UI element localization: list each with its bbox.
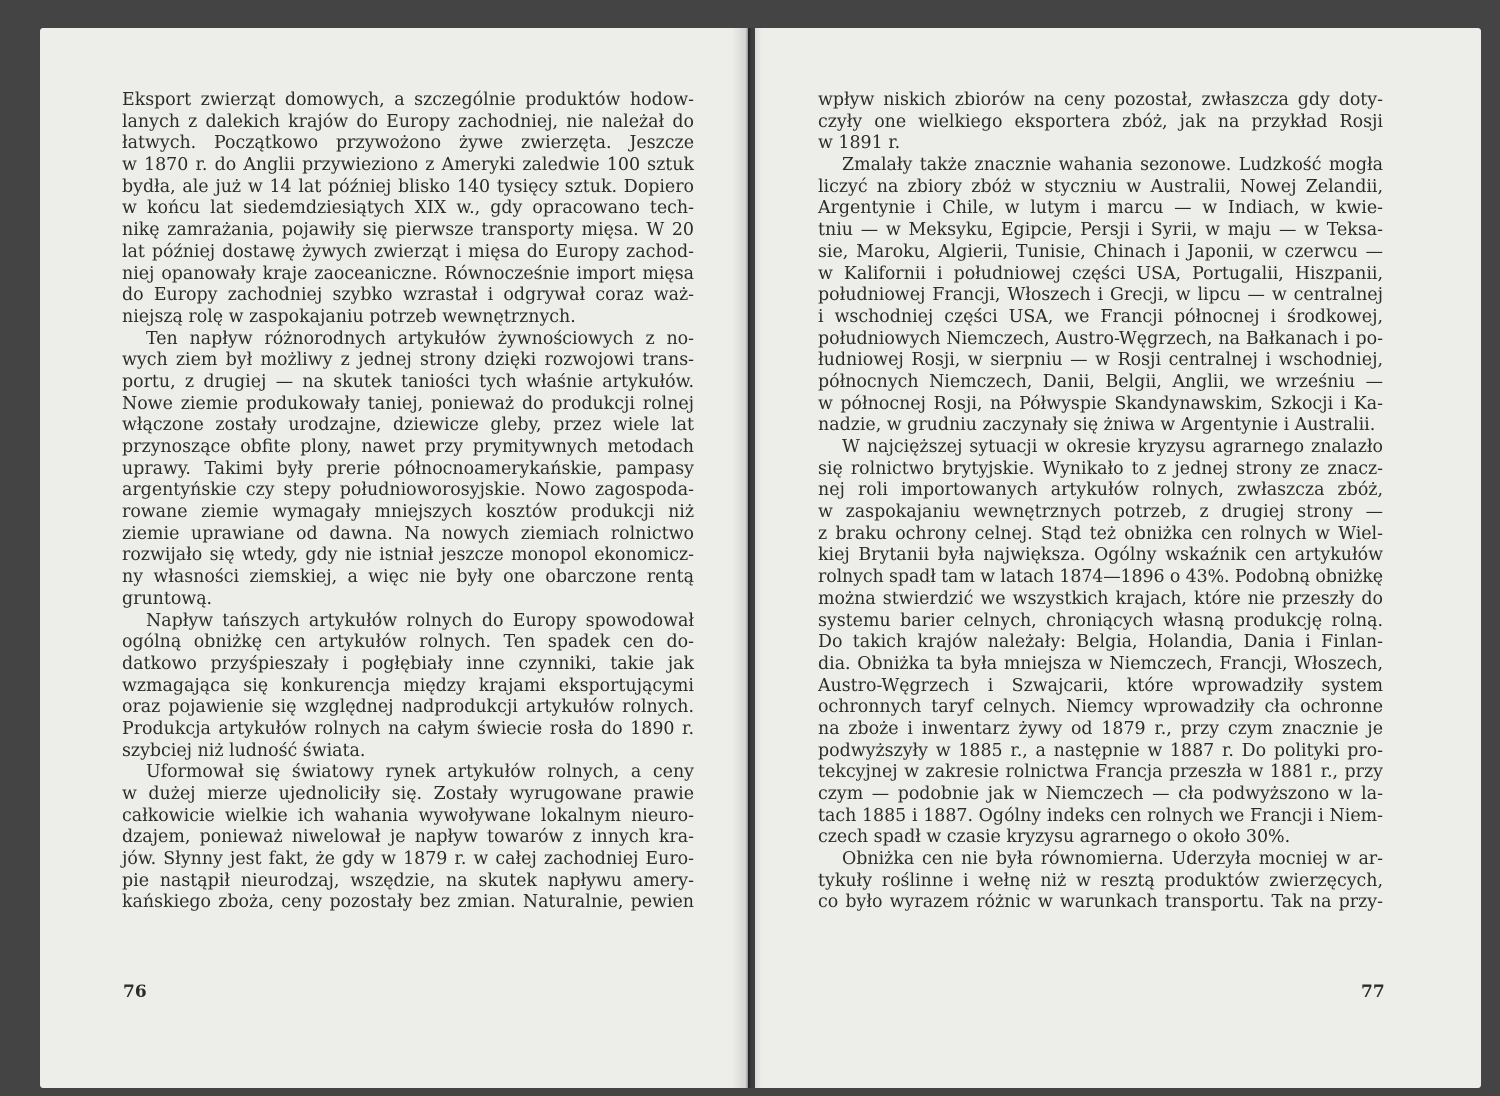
text-line: można stwierdzić we wszystkich krajach, które nie przeszły do xyxy=(818,588,1383,609)
text-line: ny własności ziemskiej, a więc nie były one obarczone rentą xyxy=(122,567,694,588)
text-line: z braku ochrony celnej. Stąd też obniżka cen rolnych w Wiel- xyxy=(818,523,1383,544)
text-line: bydła, ale już w 14 lat później blisko 140 tysięcy sztuk. Dopiero xyxy=(122,176,694,197)
text-line: tykuły roślinne i wełnę niż w resztą produktów zwierzęcych, xyxy=(818,870,1383,891)
text-line: do Europy zachodniej szybko wzrastał i odgrywał coraz waż- xyxy=(122,285,694,306)
text-line: ochronnych taryf celnych. Niemcy wprowadziły cła ochronne xyxy=(818,697,1383,718)
text-line: wych ziem był możliwy z jednej strony dzięki rozwojowi trans- xyxy=(122,350,694,371)
text-line: lat później dostawę żywych zwierząt i mięsa do Europy zachod- xyxy=(122,241,694,262)
text-line: w północnej Rosji, na Półwyspie Skandynawskim, Szkocji i Ka- xyxy=(818,393,1383,414)
text-line: rozwijało się wtedy, gdy nie istniał jeszcze monopol ekonomicz- xyxy=(122,545,694,566)
text-line: południowych Niemczech, Austro-Węgrzech, na Bałkanach i po- xyxy=(818,328,1383,349)
text-line: czyły one wielkiego eksportera zbóż, jak na przykład Rosji xyxy=(818,111,1383,132)
text-line: Obniżka cen nie była równomierna. Uderzyła mocniej w ar- xyxy=(842,849,1383,870)
text-line: w Kalifornii i południowej części USA, Portugalii, Hiszpanii, xyxy=(818,263,1383,284)
text-line: portu, z drugiej — na skutek taniości tych właśnie artykułów. xyxy=(122,371,694,392)
page-number-left: 76 xyxy=(123,982,147,1002)
text-line: co było wyrazem różnic w warunkach transportu. Tak na przy- xyxy=(818,892,1383,913)
text-line: sie, Maroku, Algierii, Tunisie, Chinach i Japonii, w czerwcu — xyxy=(818,241,1383,262)
text-line: przynoszące obfite plony, nawet przy prymitywnych metodach xyxy=(122,437,694,457)
text-line: Ten napływ różnorodnych artykułów żywnościowych z no- xyxy=(146,328,694,349)
text-line: argentyńskie czy stepy południoworosyjskie. Nowo zagospoda- xyxy=(122,480,694,501)
text-line: liczyć na zbiory zbóż w styczniu w Australii, Nowej Zelandii, xyxy=(818,176,1383,197)
text-line: rolnych spadł tam w latach 1874—1896 o 43%. Podobną obniżkę xyxy=(818,567,1384,588)
text-line: łatwych. Początkowo przywożono żywe zwierzęta. Jeszcze xyxy=(122,133,694,154)
text-line: Nowe ziemie produkowały taniej, ponieważ do produkcji rolnej xyxy=(122,393,694,414)
text-line: rowane ziemie wymagały mniejszych kosztów produkcji niż xyxy=(122,502,694,523)
text-line: kańskiego zboża, ceny pozostały bez zmian. Naturalnie, pewien xyxy=(122,892,694,913)
text-line: i wschodniej części USA, we Francji północnej i środkowej, xyxy=(818,306,1383,327)
text-line: na zboże i inwentarz żywy od 1879 r., przy czym znacznie je xyxy=(818,718,1383,739)
text-line: oraz pojawienie się względnej nadprodukcji artykułów rolnych. xyxy=(122,697,694,718)
left-page-text xyxy=(122,90,694,914)
text-line: Argentynie i Chile, w lutym i marcu — w Indiach, w kwie- xyxy=(818,198,1383,219)
text-line: północnych Niemczech, Danii, Belgii, Anglii, we wrześniu — xyxy=(818,371,1383,392)
text-line: lanych z dalekich krajów do Europy zachodniej, nie należał do xyxy=(122,111,694,132)
text-line: wzmagająca się konkurencja między krajami eksportującymi xyxy=(122,675,694,696)
text-line: pie nastąpił nieurodzaj, wszędzie, na skutek napływu amery- xyxy=(122,870,694,891)
text-line: Napływ tańszych artykułów rolnych do Europy spowodował xyxy=(146,610,694,631)
text-line: ziemie uprawiane od dawna. Na nowych ziemiach rolnictwo xyxy=(122,523,694,544)
text-line: dia. Obniżka ta była mniejsza w Niemczech, Francji, Włoszech, xyxy=(818,653,1383,674)
text-line: Produkcja artykułów rolnych na całym świecie rosła do 1890 r. xyxy=(122,718,694,739)
text-line: czech spadł w czasie kryzysu agrarnego o około 30%. xyxy=(818,827,1291,848)
text-line: nadzie, w grudniu zaczynały się żniwa w Argentynie i Australii. xyxy=(818,415,1376,436)
text-line: ogólną obniżkę cen artykułów rolnych. Ten spadek cen do- xyxy=(122,632,694,653)
text-line: w dużej mierze ujednoliciły się. Zostały wyrugowane prawie xyxy=(122,784,694,804)
text-line: kiej Brytanii była największa. Ogólny wskaźnik cen artykułów xyxy=(818,545,1383,566)
book-gutter xyxy=(732,28,762,1088)
text-line: w 1891 r. xyxy=(818,133,901,154)
text-line: szybciej niż ludność świata. xyxy=(122,740,366,761)
text-line: tach 1885 i 1887. Ogólny indeks cen rolnych we Francji i Niem- xyxy=(818,805,1383,826)
text-line: łudniowej Rosji, w sierpniu — w Rosji centralnej i wschodniej, xyxy=(818,350,1383,371)
text-line: Austro-Węgrzech i Szwajcarii, które wprowadziły system xyxy=(818,675,1383,696)
text-line: się rolnictwo brytyjskie. Wynikało to z jednej strony ze znacz- xyxy=(818,458,1383,479)
right-page-text xyxy=(818,90,1383,914)
text-line: w końcu lat siedemdziesiątych XIX w., gdy opracowano tech- xyxy=(122,198,694,219)
text-line: południowej Francji, Włoszech i Grecji, w lipcu — w centralnej xyxy=(818,285,1383,306)
text-line: gruntową. xyxy=(122,588,213,609)
text-line: całkowicie wielkie ich wahania wywoływane lokalnym nieuro- xyxy=(122,805,694,826)
text-line: tekcyjnej w zakresie rolnictwa Francja przeszła w 1881 r., przy xyxy=(818,762,1383,783)
text-line: włączone zostały urodzajne, dziewicze gleby, przez wiele lat xyxy=(122,415,694,436)
text-line: niejszą rolę w zaspokajaniu potrzeb wewnętrznych. xyxy=(122,306,576,327)
text-line: Eksport zwierząt domowych, a szczególnie produktów hodow- xyxy=(122,90,694,110)
page-number-right: 77 xyxy=(1361,982,1385,1002)
text-line: wpływ niskich zbiorów na ceny pozostał, zwłaszcza gdy doty- xyxy=(818,90,1383,110)
text-line: podwyższyły w 1885 r., a następnie w 1887 r. Do polityki pro- xyxy=(818,740,1383,761)
text-line: uprawy. Takimi były prerie północnoamerykańskie, pampasy xyxy=(122,458,694,479)
text-line: jów. Słynny jest fakt, że gdy w 1879 r. w całej zachodniej Euro- xyxy=(122,849,694,870)
text-line: nej roli importowanych artykułów rolnych, zwłaszcza zbóż, xyxy=(818,480,1383,501)
text-line: systemu barier celnych, chroniących własną produkcję rolną. xyxy=(818,610,1383,631)
text-line: niej opanowały kraje zaoceaniczne. Równocześnie import mięsa xyxy=(122,263,694,284)
text-line: dzajem, ponieważ niwelował je napływ towarów z innych kra- xyxy=(122,827,694,848)
text-line: Uformował się światowy rynek artykułów rolnych, a ceny xyxy=(146,762,694,783)
text-line: Zmalały także znacznie wahania sezonowe. Ludzkość mogła xyxy=(842,155,1383,176)
text-line: W najcięższej sytuacji w okresie kryzysu agrarnego znalazło xyxy=(842,437,1383,457)
text-line: datkowo przyśpieszały i pogłębiały inne czynniki, takie jak xyxy=(122,653,694,674)
text-line: Do takich krajów należały: Belgia, Holandia, Dania i Finlan- xyxy=(818,632,1383,653)
text-line: w 1870 r. do Anglii przywieziono z Ameryki zaledwie 100 sztuk xyxy=(122,155,694,176)
text-line: tniu — w Meksyku, Egipcie, Persji i Syrii, w maju — w Teksa- xyxy=(818,220,1383,241)
text-line: nikę zamrażania, pojawiły się pierwsze transporty mięsa. W 20 xyxy=(122,220,694,241)
text-line: w zaspokajaniu wewnętrznych potrzeb, z drugiej strony — xyxy=(818,502,1383,523)
text-line: czym — podobnie jak w Niemczech — cła podwyższono w la- xyxy=(818,784,1383,804)
